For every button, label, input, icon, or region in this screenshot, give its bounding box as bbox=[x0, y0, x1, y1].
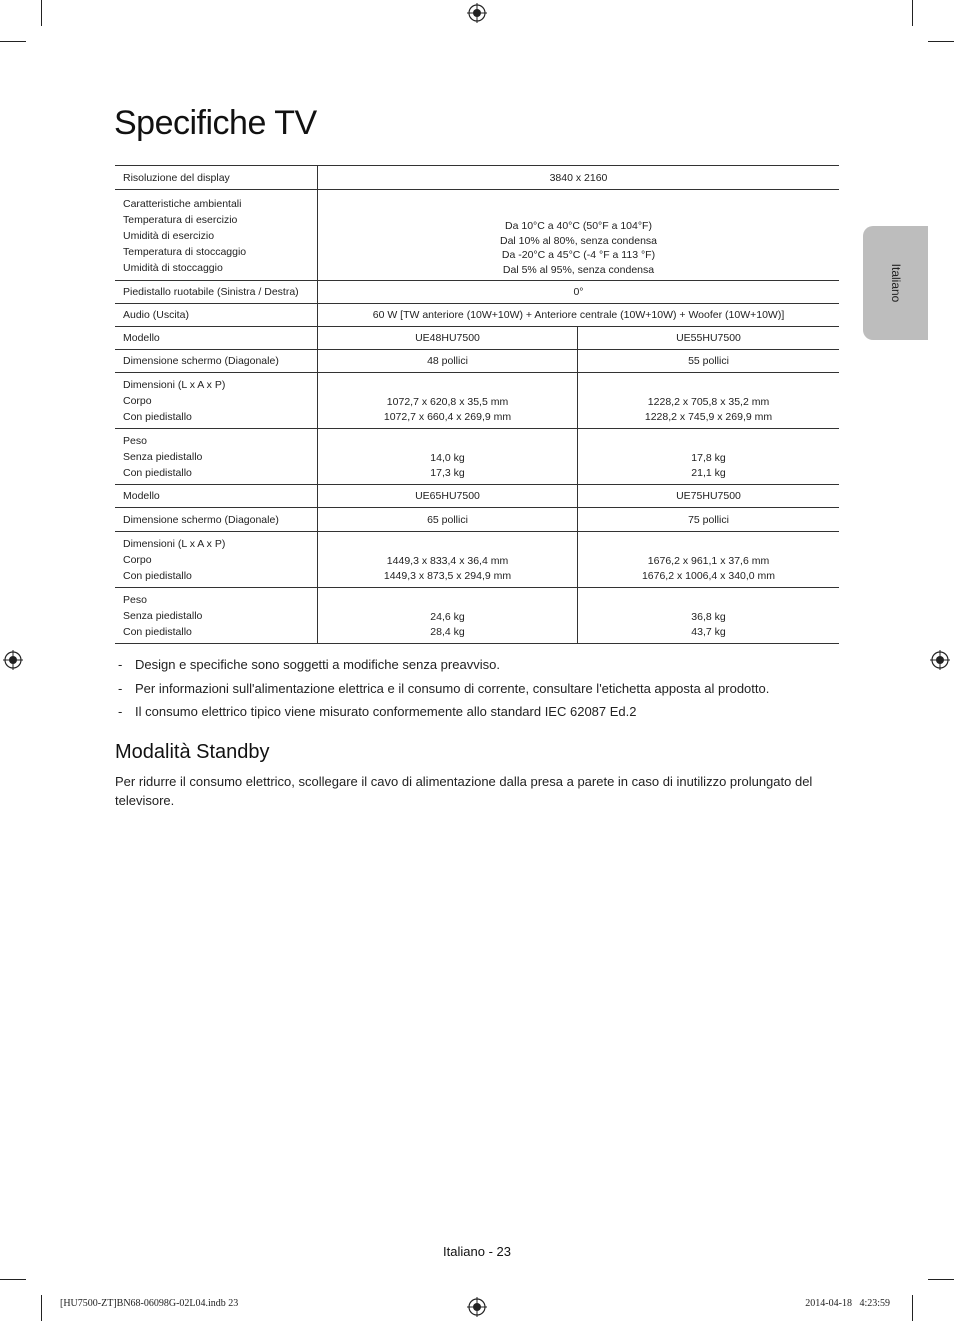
weight-cell bbox=[578, 429, 840, 485]
row-label: Dimensione schermo (Diagonale) bbox=[115, 350, 318, 373]
crop-mark bbox=[0, 41, 26, 42]
note-item bbox=[115, 680, 839, 704]
model-cell: UE48HU7500 bbox=[318, 327, 578, 350]
label-line: Con piedistallo bbox=[123, 467, 192, 479]
weight-cell bbox=[578, 588, 840, 644]
value-line: 24,6 kg bbox=[430, 611, 465, 623]
note-dash: - bbox=[118, 680, 123, 696]
footer-datetime: 2014-04-18 4:23:59 bbox=[805, 1298, 890, 1309]
side-tab-label: Italiano bbox=[888, 263, 903, 303]
value-line: Dal 5% al 95%, senza condensa bbox=[502, 263, 655, 276]
model-cell: UE75HU7500 bbox=[578, 485, 840, 508]
standby-heading: Modalità Standby bbox=[115, 741, 270, 763]
table-row bbox=[115, 190, 839, 281]
row-label: Risoluzione del display bbox=[115, 166, 318, 190]
page-number-text: Italiano - 23 bbox=[443, 1244, 511, 1259]
page-title: Specifiche TV bbox=[114, 104, 317, 142]
label-line: Dimensioni (L x A x P) bbox=[123, 379, 226, 391]
value-line: 1072,7 x 660,4 x 269,9 mm bbox=[383, 411, 512, 423]
row-label bbox=[115, 588, 318, 644]
label-line: Con piedistallo bbox=[123, 626, 192, 638]
label-line: Peso bbox=[123, 594, 147, 606]
crop-mark bbox=[41, 0, 42, 26]
table-row bbox=[115, 350, 839, 373]
row-label bbox=[115, 532, 318, 588]
screen-cell: 75 pollici bbox=[578, 508, 840, 532]
note-dash: - bbox=[118, 704, 123, 719]
table-row bbox=[115, 373, 839, 429]
model-cell: UE55HU7500 bbox=[578, 327, 840, 350]
row-label: Piedistallo ruotabile (Sinistra / Destra) bbox=[115, 281, 318, 304]
label-line: Corpo bbox=[123, 395, 152, 407]
registration-mark-icon bbox=[3, 650, 23, 670]
label-line: Senza piedistallo bbox=[123, 610, 203, 622]
label-line: Temperatura di esercizio bbox=[123, 213, 238, 226]
row-value bbox=[318, 190, 840, 281]
value-line: 36,8 kg bbox=[691, 611, 726, 623]
note-dash: - bbox=[118, 657, 123, 672]
dimension-cell bbox=[578, 532, 840, 588]
crop-mark bbox=[41, 1295, 42, 1321]
value-line: 21,1 kg bbox=[691, 467, 726, 479]
note-text: Il consumo elettrico tipico viene misurato conformemente allo standard IEC 62087 Ed.2 bbox=[135, 704, 637, 719]
value-line: 1228,2 x 705,8 x 35,2 mm bbox=[647, 396, 770, 408]
weight-cell bbox=[318, 429, 578, 485]
label-line: Caratteristiche ambientali bbox=[123, 197, 242, 210]
standby-paragraph: Per ridurre il consumo elettrico, scollegare il cavo di alimentazione dalla presa a parete in caso di inutilizzo prolungato del televisore. bbox=[115, 774, 813, 808]
label-line: Corpo bbox=[123, 554, 152, 566]
note-item bbox=[115, 656, 839, 680]
table-row bbox=[115, 281, 839, 304]
label-line: Con piedistallo bbox=[123, 570, 192, 582]
row-label: Modello bbox=[115, 485, 318, 508]
label-line: Senza piedistallo bbox=[123, 451, 203, 463]
row-label bbox=[115, 373, 318, 429]
registration-mark-icon bbox=[930, 650, 950, 670]
row-value: 3840 x 2160 bbox=[318, 166, 840, 190]
footer-file: [HU7500-ZT]BN68-06098G-02L04.indb 23 bbox=[60, 1298, 239, 1309]
crop-mark bbox=[928, 41, 954, 42]
language-side-tab bbox=[863, 226, 928, 340]
note-text: Design e specifiche sono soggetti a modifiche senza preavviso. bbox=[135, 657, 500, 672]
crop-mark bbox=[912, 1295, 913, 1321]
label-line: Umidità di stoccaggio bbox=[123, 261, 223, 274]
table-row bbox=[115, 166, 839, 190]
model-cell: UE65HU7500 bbox=[318, 485, 578, 508]
label-line: Dimensioni (L x A x P) bbox=[123, 538, 226, 550]
weight-cell bbox=[318, 588, 578, 644]
value-line: 17,8 kg bbox=[691, 452, 726, 464]
value-line: 43,7 kg bbox=[691, 626, 726, 638]
label-line: Temperatura di stoccaggio bbox=[123, 245, 247, 258]
table-row bbox=[115, 327, 839, 350]
note-item bbox=[115, 703, 839, 727]
value-line: Da 10°C a 40°C (50°F a 104°F) bbox=[505, 220, 652, 232]
value-line: 1676,2 x 961,1 x 37,6 mm bbox=[647, 555, 770, 567]
screen-cell: 55 pollici bbox=[578, 350, 840, 373]
table-row bbox=[115, 485, 839, 508]
crop-mark bbox=[0, 1279, 26, 1280]
value-line: 28,4 kg bbox=[430, 626, 465, 638]
value-line: 1449,3 x 833,4 x 36,4 mm bbox=[386, 555, 509, 567]
row-label: Audio (Uscita) bbox=[115, 304, 318, 327]
registration-mark-icon bbox=[467, 3, 487, 23]
screen-cell: 48 pollici bbox=[318, 350, 578, 373]
value-line: Dal 10% al 80%, senza condensa bbox=[499, 234, 658, 247]
page-number bbox=[0, 1244, 954, 1259]
row-value: 60 W [TW anteriore (10W+10W) + Anteriore centrale (10W+10W) + Woofer (10W+10W)] bbox=[318, 304, 840, 327]
table-row bbox=[115, 532, 839, 588]
label-line: Umidità di esercizio bbox=[123, 229, 215, 242]
table-row bbox=[115, 304, 839, 327]
crop-mark bbox=[912, 0, 913, 26]
row-label: Modello bbox=[115, 327, 318, 350]
row-value: 0° bbox=[318, 281, 840, 304]
spec-table bbox=[115, 165, 839, 644]
value-line: 1228,2 x 745,9 x 269,9 mm bbox=[644, 411, 773, 423]
value-line: 1072,7 x 620,8 x 35,5 mm bbox=[386, 396, 509, 408]
table-row bbox=[115, 508, 839, 532]
registration-mark-icon bbox=[467, 1297, 487, 1317]
label-line: Peso bbox=[123, 435, 147, 447]
row-label: Dimensione schermo (Diagonale) bbox=[115, 508, 318, 532]
table-row bbox=[115, 429, 839, 485]
dimension-cell bbox=[578, 373, 840, 429]
notes-list bbox=[115, 656, 839, 727]
value-line: Da -20°C a 45°C (-4 °F a 113 °F) bbox=[501, 249, 656, 261]
row-label bbox=[115, 429, 318, 485]
dimension-cell bbox=[318, 532, 578, 588]
value-line: 1449,3 x 873,5 x 294,9 mm bbox=[383, 570, 512, 582]
crop-mark bbox=[928, 1279, 954, 1280]
row-label bbox=[115, 190, 318, 281]
value-line: 14,0 kg bbox=[430, 452, 465, 464]
value-line: 1676,2 x 1006,4 x 340,0 mm bbox=[641, 570, 776, 582]
label-line: Con piedistallo bbox=[123, 411, 192, 423]
value-line: 17,3 kg bbox=[430, 467, 465, 479]
screen-cell: 65 pollici bbox=[318, 508, 578, 532]
table-row bbox=[115, 588, 839, 644]
dimension-cell bbox=[318, 373, 578, 429]
note-text: Per informazioni sull'alimentazione elettrica e il consumo di corrente, consultare l'etichetta apposta al prodotto. bbox=[135, 680, 770, 696]
